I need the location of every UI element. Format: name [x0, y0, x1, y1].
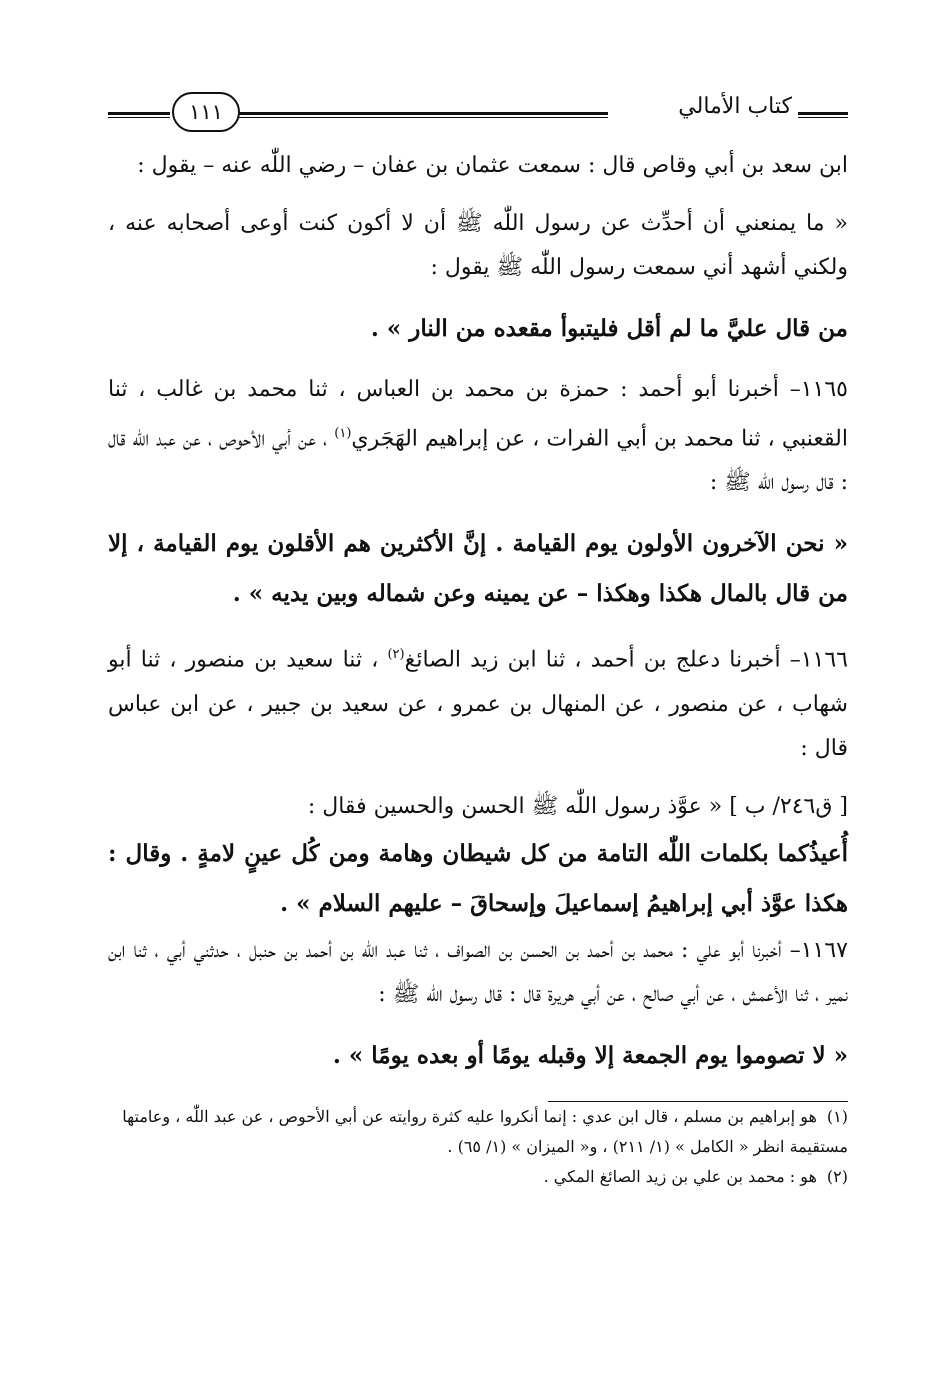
page-number: ١١١ — [172, 92, 240, 132]
footnote-text: هو : محمد بن علي بن زيد الصائغ المكي . — [543, 1166, 817, 1186]
header-rule — [223, 112, 608, 118]
footnote — [108, 1102, 848, 1162]
hadith-text: أُعيذُكما بكلمات اللّٰه التامة من كل شيطان وهامة ومن كُل عينٍ لامةٍ . وقال : هكذا عوَّذ أبي إبراهيمُ إسماعيلَ وإسحاقَ – عليهم السلام » . — [108, 839, 848, 917]
header-rule — [108, 112, 170, 118]
paragraph: [ ق٢٤٦/ ب ] « عوَّذ رسول اللّٰه ﷺ الحسن والحسين فقال : — [307, 793, 848, 819]
footnote — [108, 1162, 848, 1192]
paragraph: ابن سعد بن أبي وقاص قال : سمعت عثمان بن عفان – رضي اللّٰه عنه – يقول : — [137, 153, 848, 178]
paragraph-text: ١١٦٦– أخبرنا دعلج بن أحمد ، ثنا ابن زيد الصائغ — [404, 647, 848, 673]
paragraph — [108, 633, 848, 770]
footnote-ref: (٢) — [387, 647, 405, 663]
document-page — [108, 88, 848, 1192]
hadith-text: « لا تصوموا يوم الجمعة إلا وقبله يومًا أو بعده يومًا » . — [332, 1041, 848, 1069]
footnote-text: هو إبراهيم بن مسلم ، قال ابن عدي : إنما أنكروا عليه كثرة روايته عن أبي الأحوص ، عن عبد اللّٰه ، وعامتها مستقيمة انظر « الكامل » (١/ ٢١١) ، و« الميزان » (١/ ٦٥) . — [122, 1106, 848, 1156]
footnote-number: (١) — [826, 1106, 848, 1126]
paragraph — [108, 368, 848, 505]
hadith-text: « نحن الآخرون الأولون يوم القيامة . إنَّ الأكثرين هم الأقلون يوم القيامة ، إلا من قال بالمال هكذا وهكذا – عن يمينه وعن شماله وبين يديه » . — [108, 530, 848, 608]
paragraph-text: ، ثنا سعيد بن منصور ، ثنا أبو شهاب ، عن منصور ، عن المنهال بن عمرو ، عن سعيد بن جبير ، عن ابن عباس قال : — [108, 647, 848, 761]
paragraph-text: ، عن أبي الأحوص ، عن عبد اللّٰه قال : قال رسول اللّٰه ﷺ : — [108, 426, 848, 496]
paragraph: ١١٦٧– أخبرنا أبو علي : محمد بن أحمد بن الحسن بن الصواف ، ثنا عبد اللّٰه بن أحمد بن حنبل ، حدثني أبي ، ثنا ابن نمير ، ثنا الأعمش ، عن أبي صالح ، عن أبي هريرة قال : قال رسول اللّٰه ﷺ : — [108, 937, 848, 1007]
hadith-text: من قال عليَّ ما لم أقل فليتبوأ مقعده من النار » . — [370, 315, 848, 342]
paragraph-text: ١١٦٥– أخبرنا أبو أحمد : حمزة بن محمد بن العباس ، ثنا محمد بن غالب ، ثنا القعنبي ، ثنا محمد بن أبي الفرات ، عن إبراهيم الهَجَري — [108, 377, 848, 452]
page-header — [108, 88, 848, 144]
footnote-number: (٢) — [826, 1166, 848, 1186]
paragraph: « ما يمنعني أن أحدِّث عن رسول اللّٰه ﷺ أن لا أكون كنت أوعى أصحابه عنه ، ولكني أشهد أني سمعت رسول اللّٰه ﷺ يقول : — [108, 211, 848, 280]
footnote-ref: (١) — [334, 426, 352, 441]
book-title: كتاب الأمالي — [678, 94, 792, 119]
header-rule — [798, 112, 848, 118]
